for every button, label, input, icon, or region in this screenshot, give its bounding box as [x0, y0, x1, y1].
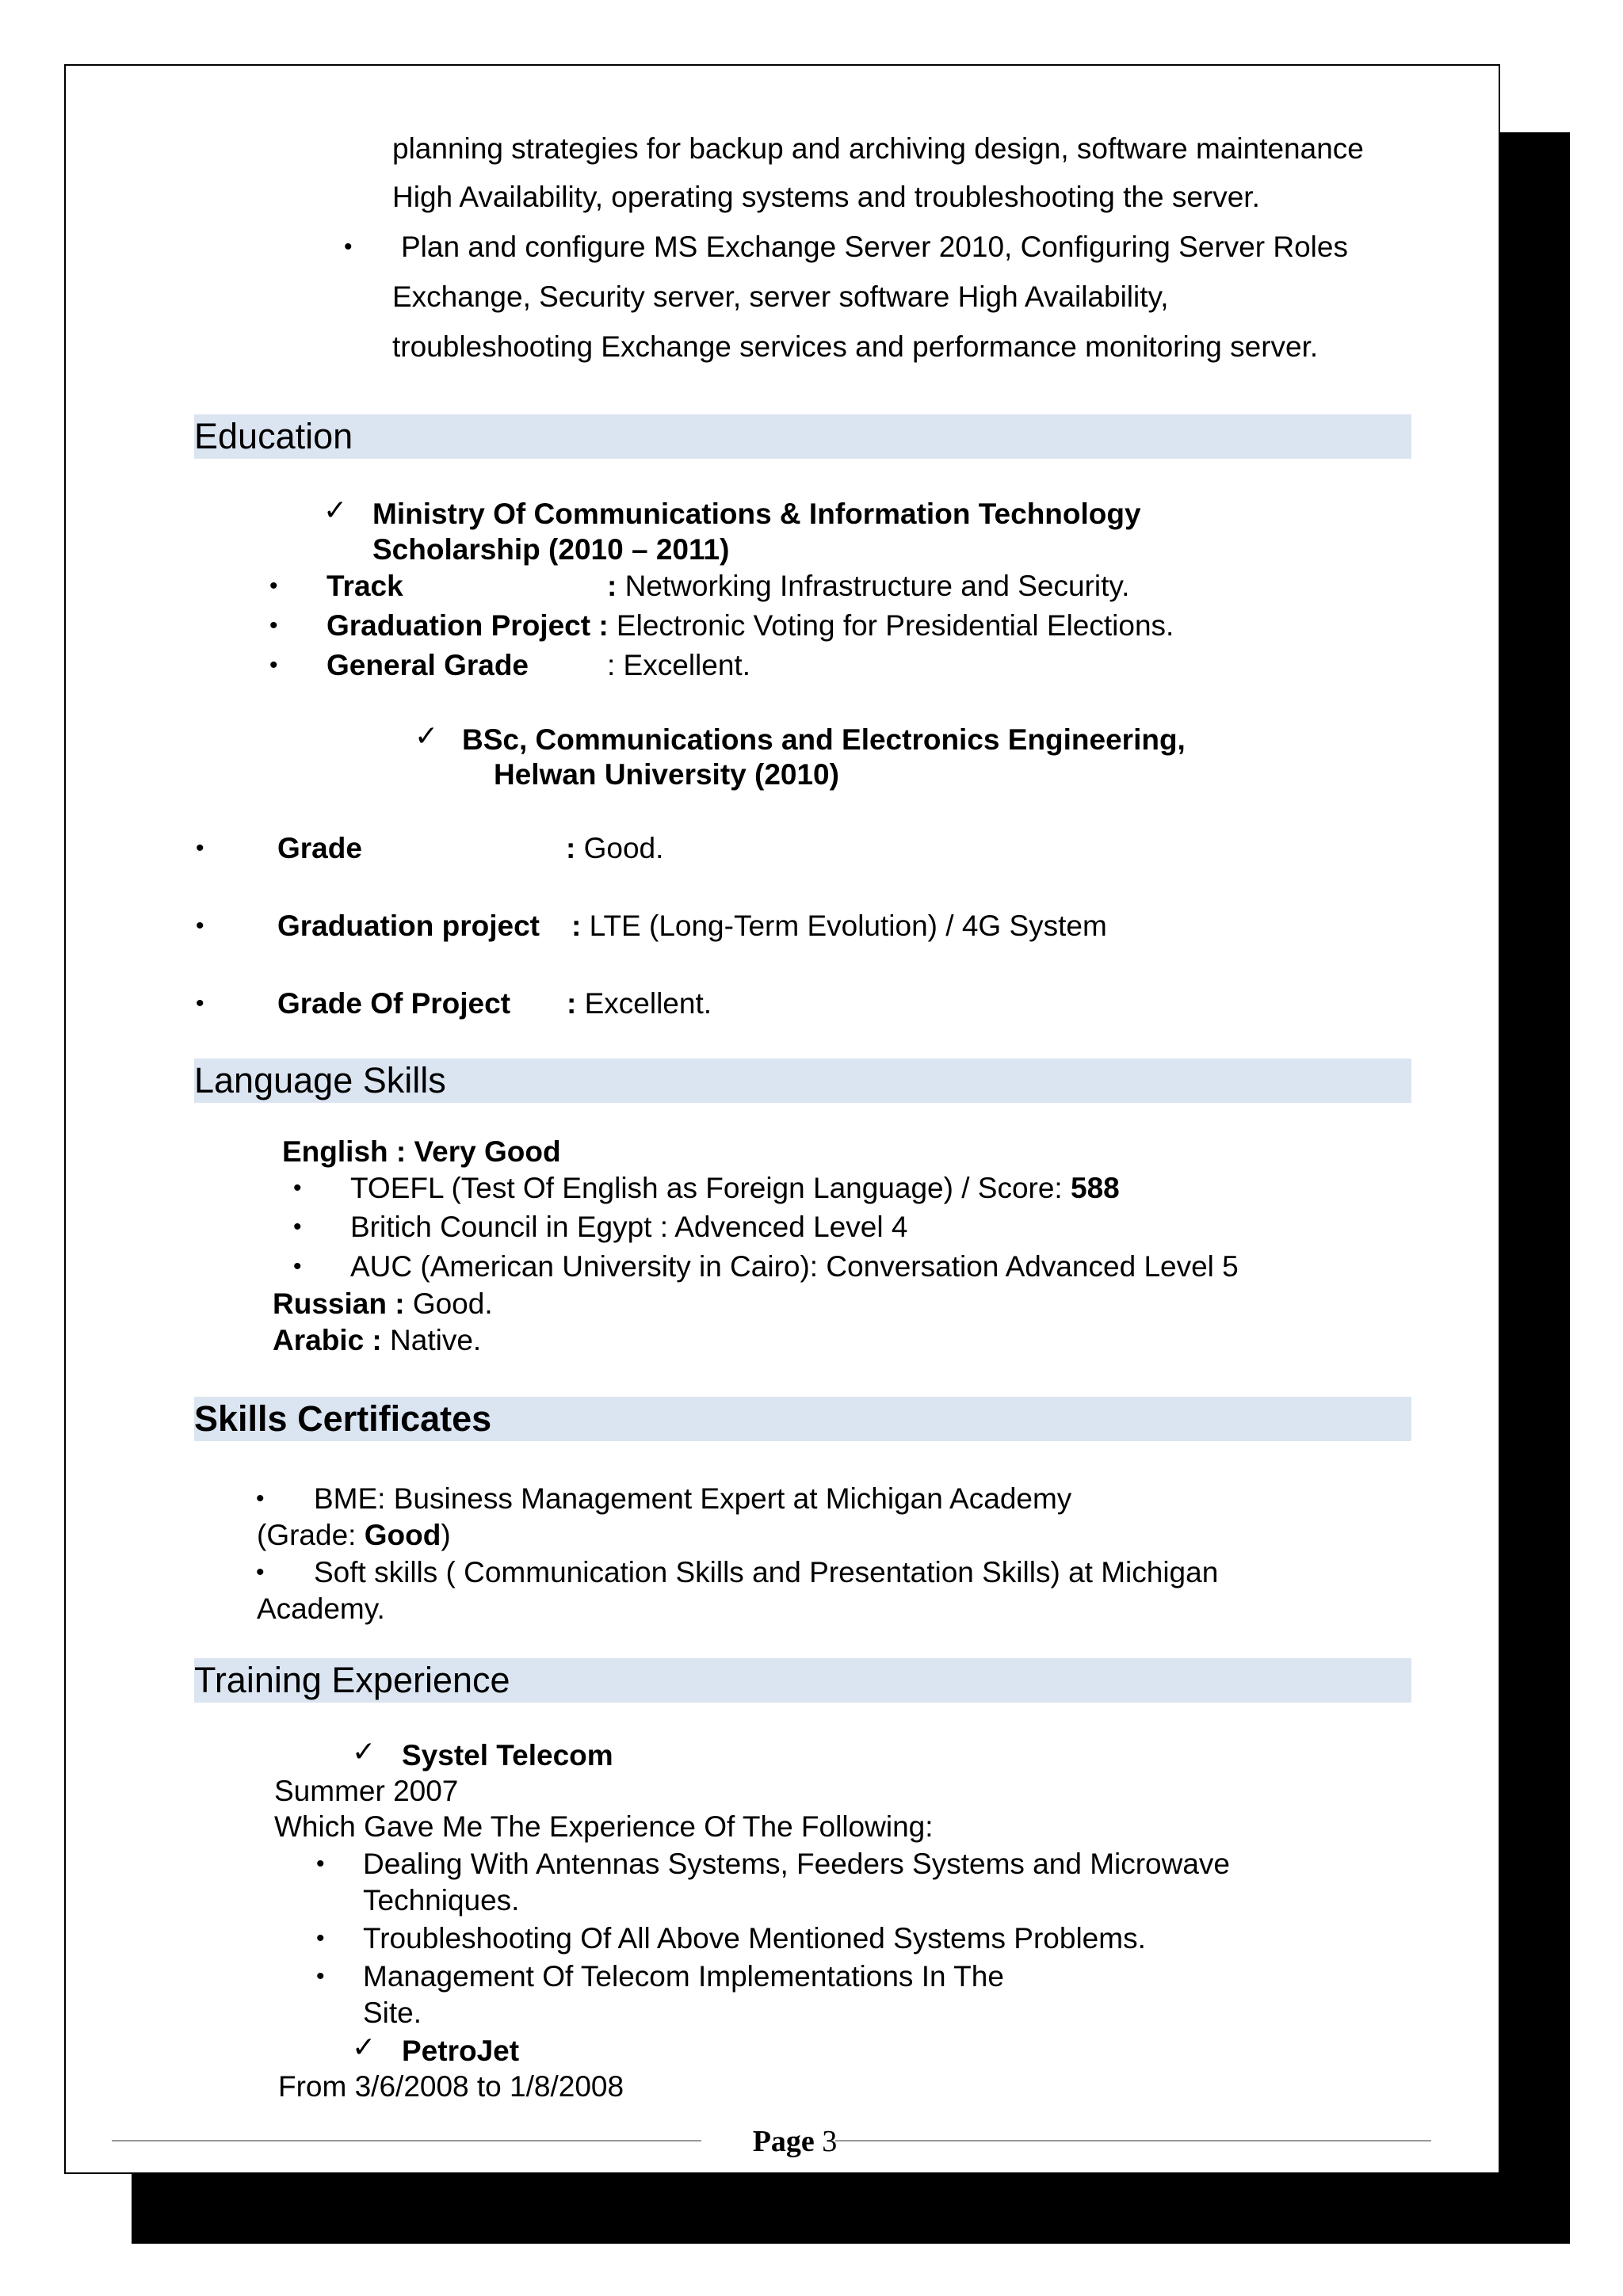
intro-line-2: High Availability, operating systems and troubleshooting the server. — [392, 181, 1260, 213]
systel-title: Systel Telecom — [402, 1739, 613, 1772]
skills-heading-text: Skills Certificates — [194, 1398, 492, 1439]
ministry-title-line-2: Scholarship (2010 – 2011) — [372, 533, 730, 566]
bullet-icon: • — [196, 913, 204, 939]
english-level: English : Very Good — [282, 1135, 561, 1168]
training-item-3-line-2: Site. — [363, 1997, 422, 2029]
bullet-icon: • — [196, 990, 204, 1016]
footer-divider-right — [835, 2140, 1431, 2142]
russian-line: Russian : Good. — [273, 1287, 493, 1320]
bme-line: BME: Business Management Expert at Michigan Academy — [314, 1482, 1072, 1515]
bsc-grade-value: : Good. — [566, 832, 664, 864]
bsc-project-grade-value: : Excellent. — [567, 987, 712, 1020]
general-grade-label: General Grade — [327, 649, 529, 681]
bme-grade-line: (Grade: Good) — [257, 1519, 451, 1551]
bullet-icon: • — [196, 835, 204, 861]
track-label: Track — [327, 570, 403, 602]
training-heading-text: Training Experience — [194, 1660, 510, 1700]
systel-intro: Which Gave Me The Experience Of The Following: — [274, 1810, 934, 1843]
bullet-icon: • — [269, 652, 278, 678]
bullet-icon: • — [293, 1253, 302, 1280]
general-grade-value: : Excellent. — [607, 649, 750, 681]
language-heading — [194, 1058, 1411, 1103]
language-heading-text: Language Skills — [194, 1060, 446, 1100]
training-heading — [194, 1658, 1411, 1703]
auc-line: AUC (American University in Cairo): Conversation Advanced Level 5 — [350, 1250, 1239, 1283]
british-council-line: Britich Council in Egypt : Advenced Level 4 — [350, 1211, 908, 1243]
check-icon: ✓ — [323, 494, 348, 527]
bullet-icon: • — [269, 612, 278, 639]
check-icon: ✓ — [352, 1736, 376, 1768]
bullet-icon: • — [316, 1925, 325, 1951]
intro-bullet-line-3: troubleshooting Exchange services and performance monitoring server. — [392, 330, 1319, 363]
bullet-icon: • — [293, 1175, 302, 1201]
intro-bullet-line-2: Exchange, Security server, server software High Availability, — [392, 280, 1169, 313]
bullet-icon: • — [256, 1559, 265, 1585]
systel-period: Summer 2007 — [274, 1775, 459, 1807]
toefl-line: TOEFL (Test Of English as Foreign Language) / Score: 588 — [350, 1172, 1120, 1204]
graduation-project-line: Graduation Project : Electronic Voting for Presidential Elections. — [327, 609, 1174, 642]
training-item-1-line-1: Dealing With Antennas Systems, Feeders Systems and Microwave — [363, 1848, 1231, 1880]
bsc-title-line-1: BSc, Communications and Electronics Engineering, — [462, 723, 1186, 756]
intro-bullet-line-1: Plan and configure MS Exchange Server 2010, Configuring Server Roles — [401, 231, 1348, 263]
skills-heading — [194, 1397, 1411, 1441]
check-icon: ✓ — [414, 720, 439, 753]
page-shadow-right — [1500, 132, 1570, 2244]
page-shadow-bottom — [132, 2174, 1570, 2244]
training-item-2: Troubleshooting Of All Above Mentioned Systems Problems. — [363, 1922, 1146, 1955]
bsc-project-value: : LTE (Long-Term Evolution) / 4G System — [571, 910, 1107, 942]
bsc-project-label: Graduation project — [277, 910, 540, 942]
bullet-icon: • — [344, 234, 353, 260]
bsc-title-line-2: Helwan University (2010) — [494, 758, 839, 791]
arabic-line: Arabic : Native. — [273, 1324, 482, 1356]
education-heading — [194, 414, 1411, 459]
footer-divider-left — [112, 2140, 701, 2142]
training-item-3-line-1: Management Of Telecom Implementations In The — [363, 1960, 1004, 1993]
bullet-icon: • — [256, 1486, 265, 1512]
intro-line-1: planning strategies for backup and archiving design, software maintenance — [392, 132, 1364, 165]
bsc-project-grade-label: Grade Of Project — [277, 987, 511, 1020]
bsc-grade-label: Grade — [277, 832, 362, 864]
resume-page — [64, 64, 1500, 2174]
bullet-icon: • — [316, 1851, 325, 1877]
ministry-title-line-1: Ministry Of Communications & Information Technology — [372, 498, 1141, 530]
bullet-icon: • — [316, 1963, 325, 1989]
education-heading-text: Education — [194, 416, 353, 456]
bullet-icon: • — [293, 1214, 302, 1240]
bullet-icon: • — [269, 573, 278, 599]
petrojet-title: PetroJet — [402, 2035, 520, 2067]
training-item-1-line-2: Techniques. — [363, 1884, 520, 1917]
soft-skills-line-2: Academy. — [257, 1592, 385, 1625]
check-icon: ✓ — [352, 2031, 376, 2064]
petrojet-period: From 3/6/2008 to 1/8/2008 — [278, 2070, 624, 2103]
page-number: Page 3 — [752, 2125, 838, 2158]
track-value: : Networking Infrastructure and Security. — [607, 570, 1130, 602]
soft-skills-line-1: Soft skills ( Communication Skills and Presentation Skills) at Michigan — [314, 1556, 1219, 1589]
